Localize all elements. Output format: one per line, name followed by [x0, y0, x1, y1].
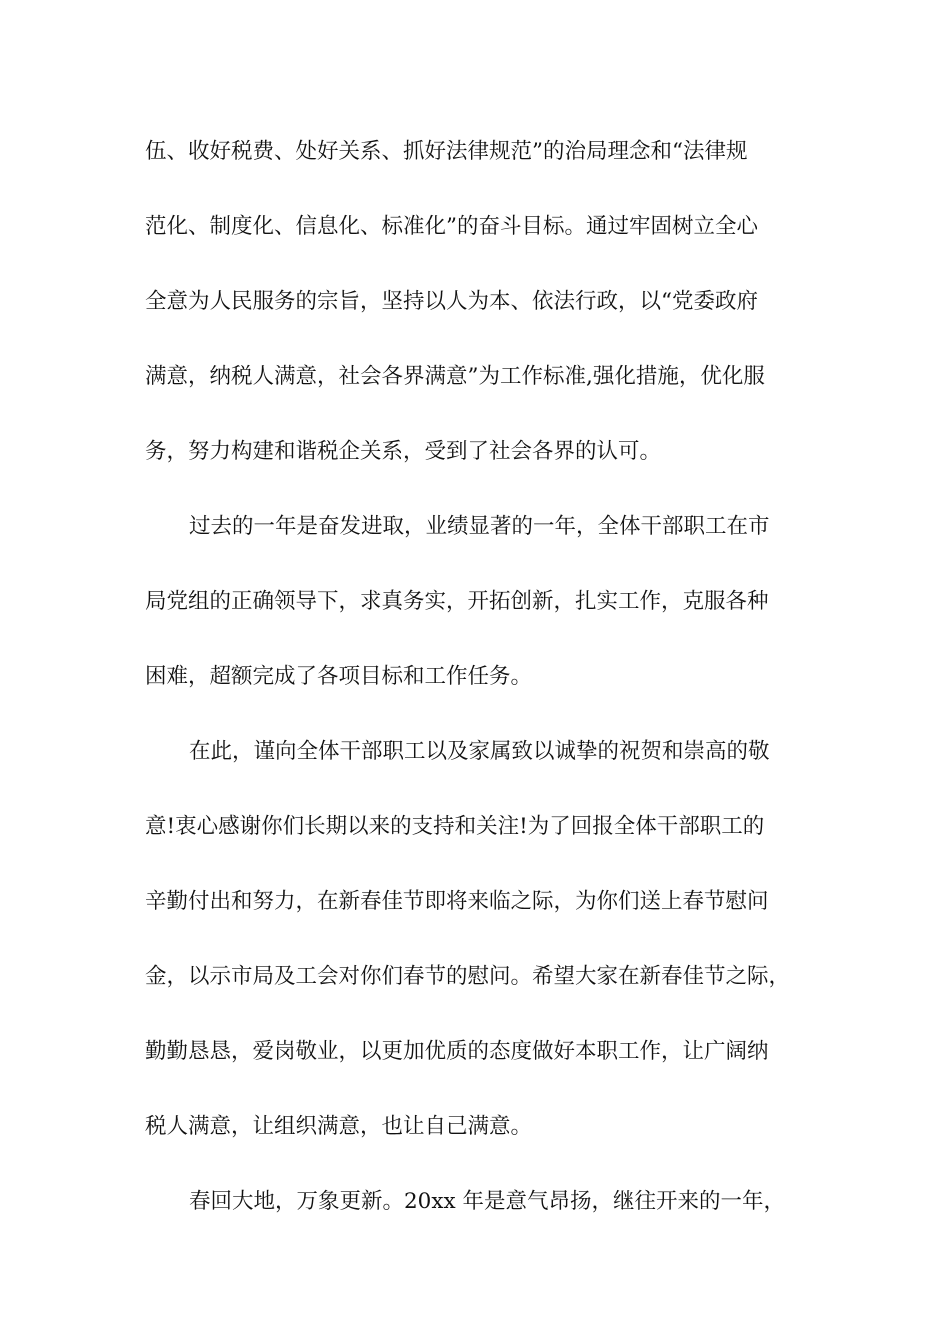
- text-line: 意!衷心感谢你们长期以来的支持和关注!为了回报全体干部职工的: [145, 814, 765, 839]
- text-line: 全意为人民服务的宗旨，坚持以人为本、依法行政，以“党委政府: [145, 289, 758, 314]
- text-line: 困难，超额完成了各项目标和工作任务。: [145, 664, 533, 689]
- text-line: 满意，纳税人满意，社会各界满意”为工作标准,强化措施，优化服: [145, 364, 765, 389]
- text-line: 辛勤付出和努力，在新春佳节即将来临之际，为你们送上春节慰问: [145, 889, 769, 914]
- text-line: 范化、制度化、信息化、标准化”的奋斗目标。通过牢固树立全心: [145, 214, 758, 239]
- paragraph-first-line: 在此，谨向全体干部职工以及家属致以诚挚的祝贺和崇高的敬: [189, 739, 770, 764]
- text-line: 金，以示市局及工会对你们春节的慰问。希望大家在新春佳节之际，: [145, 964, 791, 989]
- text-line: 勤勤恳恳，爱岗敬业，以更加优质的态度做好本职工作，让广阔纳: [145, 1039, 769, 1064]
- document-body: [145, 126, 835, 1251]
- text-line: 务，努力构建和谐税企关系，受到了社会各界的认可。: [145, 439, 662, 464]
- paragraph-first-line: 过去的一年是奋发进取，业绩显著的一年，全体干部职工在市: [189, 514, 770, 539]
- text-line: 税人满意，让组织满意，也让自己满意。: [145, 1114, 533, 1139]
- paragraph-first-line: 春回大地，万象更新。20xx 年是意气昂扬，继往开来的一年，: [189, 1189, 785, 1214]
- text-line: 伍、收好税费、处好关系、抓好法律规范”的治局理念和“法律规: [145, 139, 748, 164]
- text-line: 局党组的正确领导下，求真务实，开拓创新，扎实工作，克服各种: [145, 589, 769, 614]
